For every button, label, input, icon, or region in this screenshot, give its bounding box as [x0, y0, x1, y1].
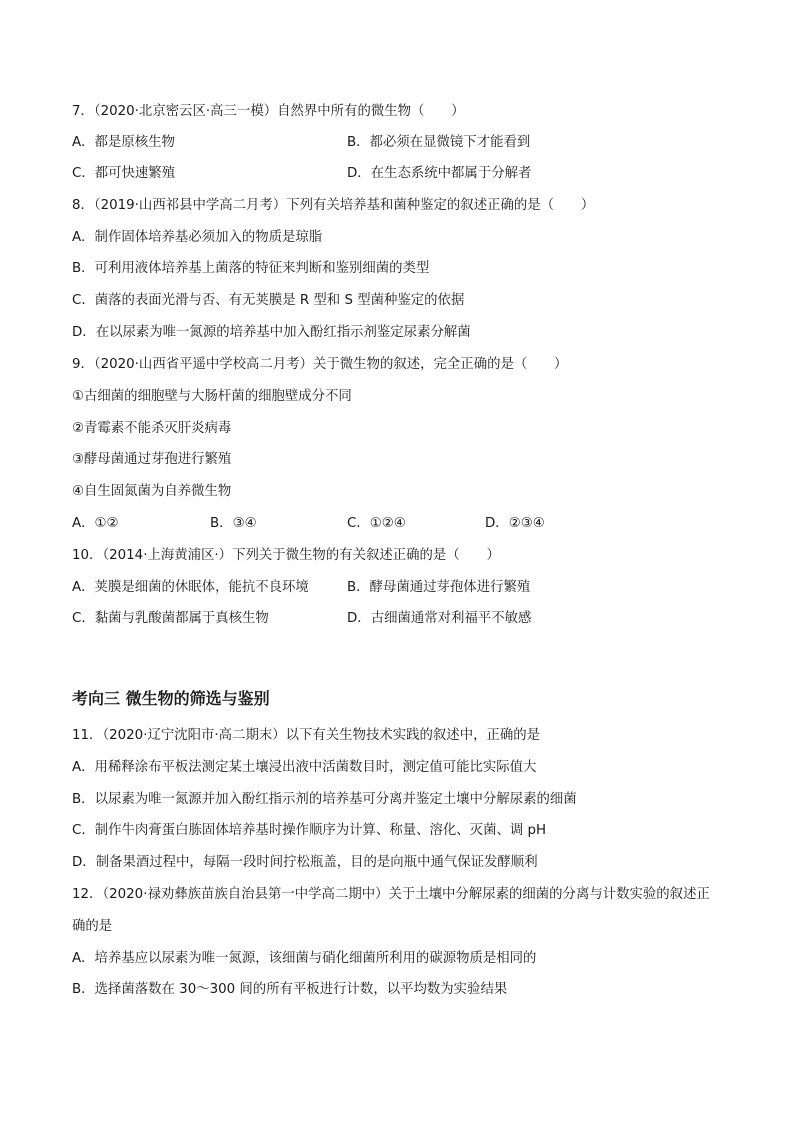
q10-option-d: D．古细菌通常对利福平不敏感 [347, 611, 532, 626]
q10-option-a: A．荚膜是细菌的休眠体，能抗不良环境 [72, 580, 309, 595]
q9-stem: 9．（2020·山西省平遥中学校高二月考）关于微生物的叙述，完全正确的是（ ） [72, 357, 568, 372]
q7-option-c: C．都可快速繁殖 [72, 166, 176, 181]
q7-stem: 7．（2020·北京密云区·高三一模）自然界中所有的微生物（ ） [72, 104, 465, 119]
q11-option-c: C．制作牛肉膏蛋白胨固体培养基时操作顺序为计算、称量、溶化、灭菌、调 pH [72, 823, 547, 838]
q8-option-d: D．在以尿素为唯一氮源的培养基中加入酚红指示剂鉴定尿素分解菌 [72, 325, 471, 340]
q10-stem: 10．（2014·上海黄浦区·）下列关于微生物的有关叙述正确的是（ ） [72, 548, 500, 563]
q9-option-c: C．①②④ [347, 516, 406, 531]
section-heading: 考向三 微生物的筛选与鉴别 [72, 689, 270, 708]
q11-option-b: B．以尿素为唯一氮源并加入酚红指示剂的培养基可分离并鉴定土壤中分解尿素的细菌 [72, 792, 577, 807]
q12-stem-line-1: 12．（2020·禄劝彝族苗族自治县第一中学高二期中）关于土壤中分解尿素的细菌的分离与计数实验的叙述正 [72, 887, 710, 902]
q7-option-d: D．在生态系统中都属于分解者 [347, 166, 532, 181]
q9-statement-4: ④自生固氮菌为自养微生物 [72, 484, 232, 499]
q9-option-d: D．②③④ [485, 516, 545, 531]
q11-option-d: D．制备果酒过程中，每隔一段时间拧松瓶盖，目的是向瓶中通气保证发酵顺利 [72, 855, 538, 870]
q8-option-a: A．制作固体培养基必须加入的物质是琼脂 [72, 230, 323, 245]
q11-option-a: A．用稀释涂布平板法测定某土壤浸出液中活菌数目时，测定值可能比实际值大 [72, 760, 537, 775]
q9-statement-1: ①古细菌的细胞壁与大肠杆菌的细胞壁成分不同 [72, 389, 352, 404]
q12-option-a: A．培养基应以尿素为唯一氮源，该细菌与硝化细菌所利用的碳源物质是相同的 [72, 951, 537, 966]
q9-option-a: A．①② [72, 516, 119, 531]
q9-statement-3: ③酵母菌通过芽孢进行繁殖 [72, 452, 232, 467]
q9-statement-2: ②青霉素不能杀灭肝炎病毒 [72, 421, 232, 436]
q8-option-c: C．菌落的表面光滑与否、有无荚膜是 R 型和 S 型菌种鉴定的依据 [72, 293, 465, 308]
q7-option-b: B．都必须在显微镜下才能看到 [347, 135, 531, 150]
q12-stem-line-2: 确的是 [72, 919, 113, 934]
q8-option-b: B．可利用液体培养基上菌落的特征来判断和鉴别细菌的类型 [72, 261, 430, 276]
q12-option-b: B．选择菌落数在 30～300 间的所有平板进行计数，以平均数为实验结果 [72, 982, 508, 997]
q8-stem: 8．（2019·山西祁县中学高二月考）下列有关培养基和菌种鉴定的叙述正确的是（ ） [72, 198, 595, 213]
q9-option-b: B．③④ [210, 516, 257, 531]
q7-option-a: A．都是原核生物 [72, 135, 175, 150]
q10-option-c: C．黏菌与乳酸菌都属于真核生物 [72, 611, 269, 626]
q10-option-b: B．酵母菌通过芽孢体进行繁殖 [347, 580, 531, 595]
q11-stem: 11．（2020·辽宁沈阳市·高二期末）以下有关生物技术实践的叙述中，正确的是 [72, 728, 541, 743]
